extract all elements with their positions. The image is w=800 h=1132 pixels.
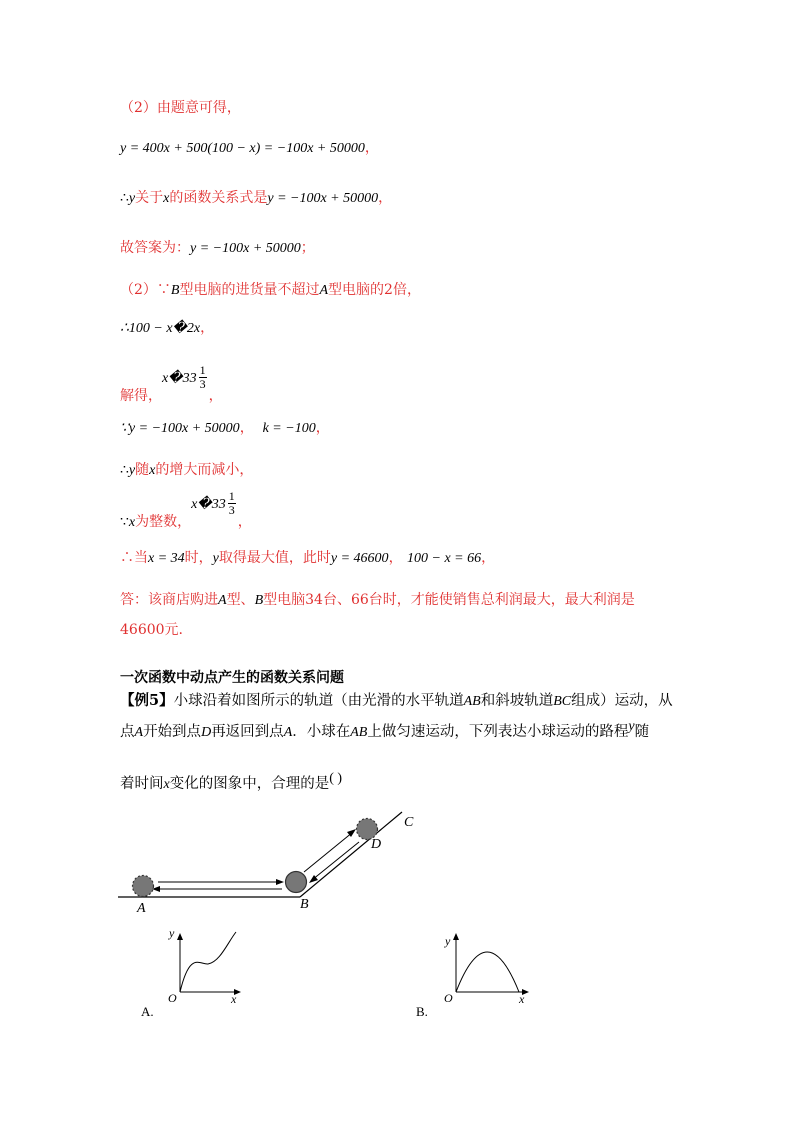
solution-line-10: ∵x为整数，x�33 $\frac{1}{3}$ ， <box>120 489 252 530</box>
ball-middle <box>286 872 307 893</box>
solution-line-4: 故答案为：y = −100x + 50000； <box>120 240 315 256</box>
inequality: ∴100 − x�2x <box>120 321 201 336</box>
solution-step-heading: （2）由题意可得， <box>120 100 241 116</box>
svg-text:y: y <box>445 934 451 948</box>
solution-line-13: 46600元. <box>120 622 183 638</box>
answer-blank: ( ) <box>329 771 343 786</box>
equation: k = −100 <box>262 421 316 436</box>
example-tag: 【例5】 <box>120 692 174 709</box>
fraction: $\frac{1}{3}$ <box>199 363 206 391</box>
solution-line-8: ∵y = −100x + 50000， k = −100， <box>120 420 330 436</box>
example-line-3: 着时间x变化的图象中，合理的是( ) <box>120 771 343 792</box>
svg-text:O: O <box>444 991 453 1005</box>
solution-line-5: （2）∵B型电脑的进货量不超过A型电脑的2倍， <box>120 282 421 298</box>
solution-line-11: ∴当x = 34时，y取得最大值，此时y = 46600， 100 − x = 66， <box>120 550 496 566</box>
solution-line-3: ∴y关于x的函数关系式是y = −100x + 50000， <box>120 190 393 206</box>
svg-text:x: x <box>519 992 525 1006</box>
label-A: A <box>137 901 146 916</box>
svg-text:O: O <box>168 991 177 1005</box>
label-C: C <box>404 815 414 830</box>
fraction: $\frac{1}{3}$ <box>228 489 235 517</box>
svg-text:x: x <box>231 992 237 1006</box>
label-D: D <box>371 837 382 852</box>
option-a-label: A. <box>141 1004 154 1019</box>
inequality: x�33 <box>191 496 226 512</box>
equation: y = −100x + 50000 <box>267 191 379 206</box>
example-line-2: 点A开始到点D再返回到点A．小球在AB上做匀速运动，下列表达小球运动的路程y随 <box>120 719 650 740</box>
svg-text:y: y <box>169 926 175 940</box>
equation: y = −100x + 50000 <box>190 241 301 256</box>
equation: x = 34 <box>148 551 185 566</box>
curve-a <box>180 932 236 992</box>
ball-start <box>133 876 154 897</box>
equation: 100 − x = 66 <box>407 551 482 566</box>
inequality: x�33 <box>162 370 197 386</box>
equation: ∵y = −100x + 50000 <box>120 421 240 436</box>
arrow-right <box>276 879 284 885</box>
solution-line-6: ∴100 − x�2x， <box>120 320 215 336</box>
section-title: 一次函数中动点产生的函数关系问题 <box>120 670 344 686</box>
slope-track <box>300 812 402 897</box>
solution-line-9: ∴y随x的增大而减小， <box>120 462 254 478</box>
option-b-label: B. <box>416 1004 428 1019</box>
option-b-graph <box>444 933 529 1006</box>
solution-line-7: 解得，x�33 $\frac{1}{3}$ ， <box>120 363 223 404</box>
label-B: B <box>300 897 309 912</box>
example-line-1: 【例5】小球沿着如图所示的轨道（由光滑的水平轨道AB和斜坡轨道BC组成）运动，从 <box>120 692 673 709</box>
solution-line-2: y = 400x + 500(100 − x) = −100x + 50000， <box>120 140 379 156</box>
option-a-graph <box>168 926 241 1006</box>
solution-line-12: 答：该商店购进A型、B型电脑34台、66台时，才能使销售总利润最大，最大利润是 <box>120 592 635 608</box>
equation: y = 46600 <box>330 551 389 566</box>
curve-b <box>456 952 519 992</box>
equation: y = 400x + 500(100 − x) = −100x + 50000 <box>120 141 365 156</box>
